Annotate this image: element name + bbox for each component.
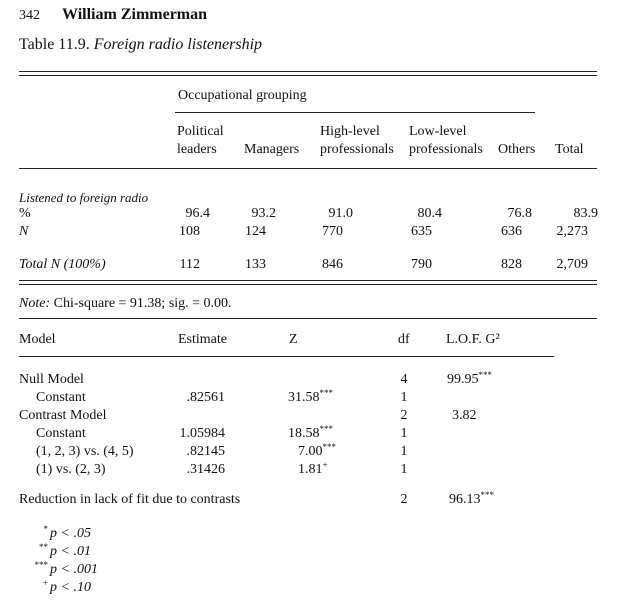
section-label-listened: Listened to foreign radio: [19, 190, 149, 205]
t2-row-contrast-constant-z: 18.58***: [288, 424, 333, 441]
table1-header-rule: [19, 168, 597, 169]
n-others: 636: [501, 224, 522, 239]
row-label-n: N: [19, 224, 29, 239]
t2-row-contrast-a-label: (1, 2, 3) vs. (4, 5): [36, 444, 134, 459]
group-heading-rule: [175, 112, 535, 113]
t2-row-contrast-constant-df: 1: [400, 426, 408, 441]
t2-row-null-constant-z: 31.58***: [288, 388, 333, 405]
total-managers: 133: [245, 257, 266, 272]
pct-political: 96.4: [185, 206, 210, 221]
t2-header-z: Z: [289, 332, 298, 347]
col-header-political-line1: Political: [177, 124, 224, 139]
t2-row-null-model-label: Null Model: [19, 372, 84, 387]
t2-row-contrast-constant-label: Constant: [36, 426, 86, 441]
t2-row-contrast-constant-estimate: 1.05984: [179, 426, 225, 441]
t2-row-null-model-df: 4: [400, 372, 408, 387]
t2-row-contrast-model-lof: 3.82: [452, 408, 477, 423]
t2-row-contrast-model-df: 2: [400, 408, 408, 423]
group-heading: Occupational grouping: [178, 88, 307, 103]
col-header-political-line2: leaders: [177, 142, 217, 157]
col-header-lowlevel-line2: professionals: [409, 142, 483, 157]
row-label-total-n: Total N (100%): [19, 257, 106, 272]
table1-top-rule-1: [19, 71, 597, 72]
total-total: 2,709: [556, 257, 588, 272]
n-political: 108: [179, 224, 200, 239]
pct-highlevel: 91.0: [328, 206, 353, 221]
table-caption: [19, 36, 262, 54]
col-header-total: Total: [555, 142, 584, 157]
col-header-others: Others: [498, 142, 536, 157]
t2-row-null-model-lof: 99.95***: [447, 370, 492, 387]
t2-header-lof: L.O.F. G²: [446, 332, 500, 347]
t2-header-model: Model: [19, 332, 56, 347]
running-header-author: William Zimmerman: [62, 6, 208, 23]
t2-row-contrast-a-z: 7.00***: [298, 442, 336, 459]
t2-row-contrast-b-estimate: .31426: [186, 462, 225, 477]
table1-top-rule-2: [19, 75, 597, 76]
row-label-percent: %: [19, 206, 31, 221]
footnote-text-1: p < .05: [50, 526, 91, 541]
pct-lowlevel: 80.4: [417, 206, 442, 221]
t2-header-df: df: [398, 332, 410, 347]
footnote-sym-3: ***: [34, 560, 48, 570]
col-header-managers: Managers: [244, 142, 300, 157]
t2-row-contrast-a-estimate: .82145: [186, 444, 225, 459]
footnote-sym-2: **: [39, 542, 48, 552]
t2-row-contrast-model-label: Contrast Model: [19, 408, 107, 423]
t2-row-reduction-lof: 96.13***: [449, 490, 494, 507]
t2-row-null-constant-estimate: .82561: [186, 390, 225, 405]
note-text: Chi-square = 91.38; sig. = 0.00.: [53, 296, 232, 311]
footnote-text-4: p < .10: [50, 580, 91, 595]
footnote-text-2: p < .01: [50, 544, 91, 559]
t2-row-contrast-b-label: (1) vs. (2, 3): [36, 462, 106, 477]
n-managers: 124: [245, 224, 266, 239]
note-label: Note:: [19, 296, 51, 311]
footnote-text-3: p < .001: [50, 562, 98, 577]
table1-bottom-rule-2: [19, 284, 597, 285]
table-note: [19, 296, 232, 312]
total-highlevel: 846: [322, 257, 343, 272]
n-lowlevel: 635: [411, 224, 432, 239]
t2-header-estimate: Estimate: [178, 332, 227, 347]
t2-row-contrast-b-z: 1.81+: [298, 460, 328, 477]
t2-row-reduction-label: Reduction in lack of fit due to contrasts: [19, 492, 241, 507]
pct-total: 83.9: [573, 206, 598, 221]
total-lowlevel: 790: [411, 257, 432, 272]
n-highlevel: 770: [322, 224, 343, 239]
table1-bottom-rule-1: [19, 280, 597, 281]
t2-row-reduction-df: 2: [400, 492, 408, 507]
total-political: 112: [179, 257, 200, 272]
t2-row-null-constant-df: 1: [400, 390, 408, 405]
page-number: 342: [19, 8, 40, 23]
table2-top-rule: [19, 318, 597, 319]
table2-header-rule: [19, 356, 554, 357]
footnote-sym-1: *: [43, 524, 48, 534]
table-caption-label: Table 11.9.: [19, 36, 90, 53]
total-others: 828: [501, 257, 522, 272]
pct-managers: 93.2: [251, 206, 276, 221]
pct-others: 76.8: [507, 206, 532, 221]
footnote-sym-4: +: [42, 578, 48, 588]
table-caption-title: Foreign radio listenership: [93, 36, 263, 53]
col-header-lowlevel-line1: Low-level: [409, 124, 467, 139]
n-total: 2,273: [556, 224, 588, 239]
col-header-highlevel-line1: High-level: [320, 124, 380, 139]
col-header-highlevel-line2: professionals: [320, 142, 394, 157]
t2-row-contrast-b-df: 1: [400, 462, 408, 477]
t2-row-null-constant-label: Constant: [36, 390, 86, 405]
t2-row-contrast-a-df: 1: [400, 444, 408, 459]
